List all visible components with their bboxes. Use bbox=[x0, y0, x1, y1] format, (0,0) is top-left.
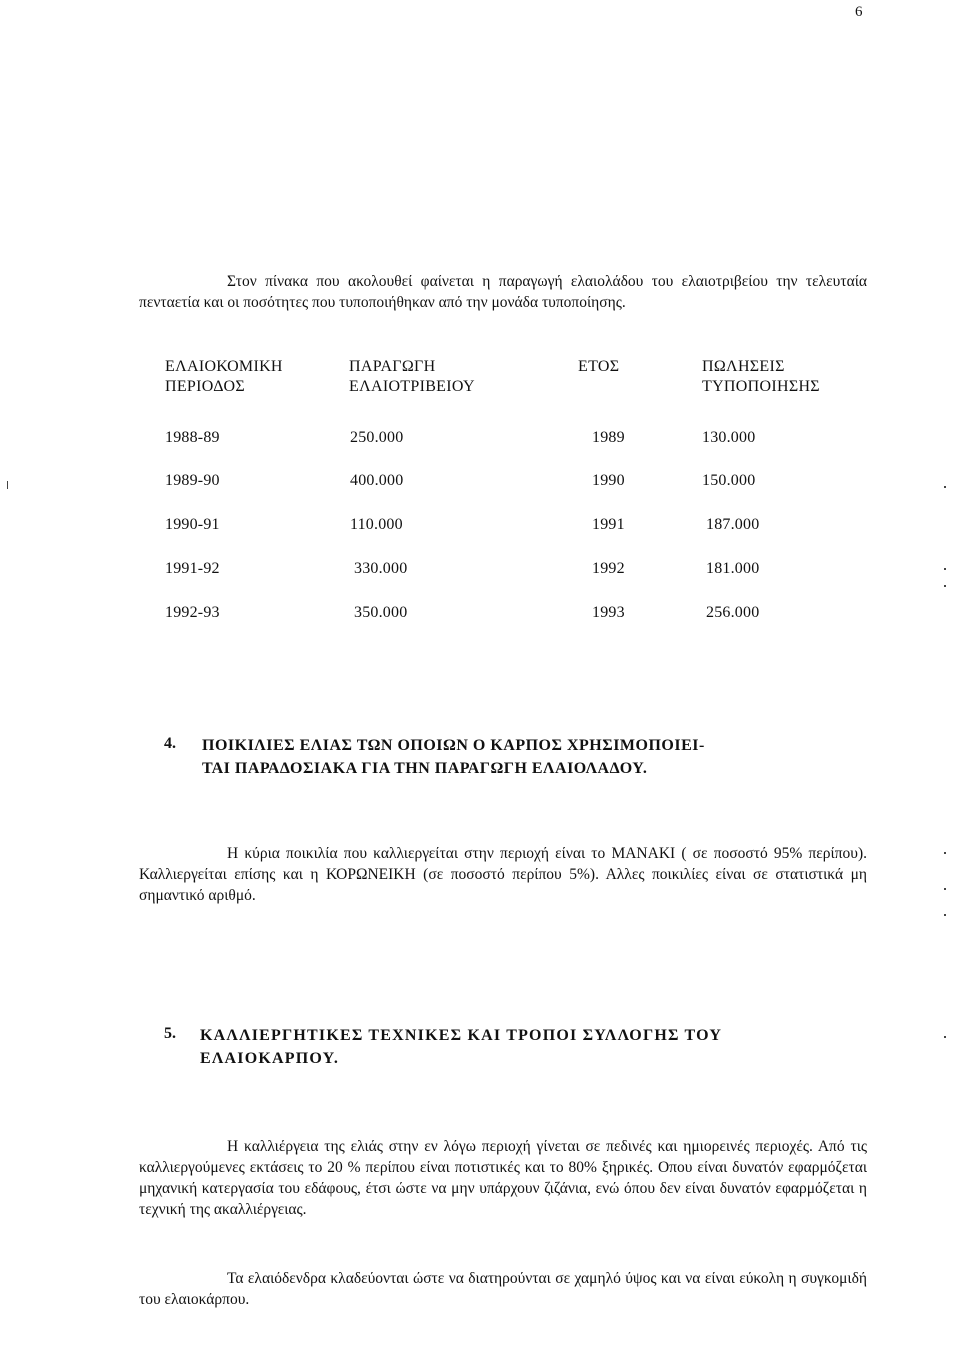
table-cell: 130.000 bbox=[702, 429, 756, 446]
table-cell: 250.000 bbox=[350, 429, 404, 446]
table-cell: 1993 bbox=[592, 604, 625, 621]
section-5-text-2: Τα ελαιόδενδρα κλαδεύονται ώστε να διατηρούνται σε χαμηλό ύψος και να είναι εύκολη η συγκομιδή του ελαιοκάρπου. bbox=[139, 1270, 867, 1308]
table-cell: 256.000 bbox=[706, 604, 760, 621]
section-4-number: 4. bbox=[164, 735, 176, 752]
table-cell: 1992 bbox=[592, 560, 625, 577]
table-cell: 400.000 bbox=[350, 472, 404, 489]
section-5-paragraph-1 bbox=[139, 1136, 867, 1220]
table-cell: 1990 bbox=[592, 472, 625, 489]
table-cell: 1988-89 bbox=[165, 429, 220, 446]
table-cell: 110.000 bbox=[350, 516, 403, 533]
section-5-number: 5. bbox=[164, 1025, 176, 1042]
production-table bbox=[0, 0, 960, 640]
header-period: ΕΛΑΙΟΚΟΜΙΚΗ ΠΕΡΙΟΔΟΣ bbox=[165, 358, 283, 395]
page-number: 6 bbox=[855, 4, 863, 20]
header-production: ΠΑΡΑΓΩΓΗ ΕΛΑΙΟΤΡΙΒΕΙΟΥ bbox=[349, 358, 475, 395]
table-cell: 1989 bbox=[592, 429, 625, 446]
section-5-paragraph-2 bbox=[139, 1268, 867, 1310]
section-4-text: Η κύρια ποικιλία που καλλιεργείται στην περιοχή είναι το ΜΑΝΑΚΙ ( σε ποσοστό 95% περίπου). Καλλιεργείται επίσης και η ΚΟΡΩΝΕΙΚΗ (σε ποσοστό περίπου 5%). Αλλες ποικιλίες είναι σε στατιστικά μη σημαντικό αριθμό. bbox=[139, 845, 867, 904]
table-cell: 1990-91 bbox=[165, 516, 220, 533]
header-year: ΕΤΟΣ bbox=[578, 358, 620, 375]
section-4-title bbox=[202, 735, 862, 779]
table-cell: 150.000 bbox=[702, 472, 756, 489]
table-cell: 1991 bbox=[592, 516, 625, 533]
table-cell: 1992-93 bbox=[165, 604, 220, 621]
table-cell: 1991-92 bbox=[165, 560, 220, 577]
table-cell: 187.000 bbox=[706, 516, 760, 533]
section-4-title-line1: ΠΟΙΚΙΛΙΕΣ ΕΛΙΑΣ ΤΩΝ ΟΠΟΙΩΝ Ο ΚΑΡΠΟΣ ΧΡΗΣΙΜΟΠΟΙΕΙ- bbox=[202, 737, 705, 754]
section-4-title-line2: ΤΑΙ ΠΑΡΑΔΟΣΙΑΚΑ ΓΙΑ ΤΗΝ ΠΑΡΑΓΩΓΗ ΕΛΑΙΟΛΑΔΟΥ. bbox=[202, 760, 648, 777]
table-cell: 350.000 bbox=[354, 604, 408, 621]
section-5-title-line2: ΕΛΑΙΟΚΑΡΠΟΥ. bbox=[200, 1050, 340, 1067]
table-cell: 330.000 bbox=[354, 560, 408, 577]
section-5-text-1: Η καλλιέργεια της ελιάς στην εν λόγω περιοχή γίνεται σε πεδινές και ημιορεινές περιοχές. Από τις καλλιεργούμενες εκτάσεις το 20 % περίπου είναι ποτιστικές και το 80% ξηρικές. Οπου είναι δυνατόν εφαρμόζεται μηχανική κατεργασία του εδάφους, έτσι ώστε να μην υπάρχουν ζιζάνια, ενώ όπου δεν είναι δυνατόν εφαρμόζεται η τεχνική της ακαλλιέργειας. bbox=[139, 1138, 867, 1218]
section-5-title-line1: ΚΑΛΛΙΕΡΓΗΤΙΚΕΣ ΤΕΧΝΙΚΕΣ ΚΑΙ ΤΡΟΠΟΙ ΣΥΛΛΟΓΗΣ ΤΟΥ bbox=[200, 1027, 723, 1044]
section-5-title bbox=[200, 1025, 840, 1069]
table-cell: 1989-90 bbox=[165, 472, 220, 489]
header-sales: ΠΩΛΗΣΕΙΣ ΤΥΠΟΠΟΙΗΣΗΣ bbox=[702, 358, 820, 395]
section-4-paragraph bbox=[139, 843, 867, 906]
table-cell: 181.000 bbox=[706, 560, 760, 577]
intro-text: Στον πίνακα που ακολουθεί φαίνεται η παραγωγή ελαιολάδου του ελαιοτριβείου την τελευταία πενταετία και οι ποσότητες που τυποποιήθηκαν από την μονάδα τυποποίησης. bbox=[139, 273, 867, 311]
